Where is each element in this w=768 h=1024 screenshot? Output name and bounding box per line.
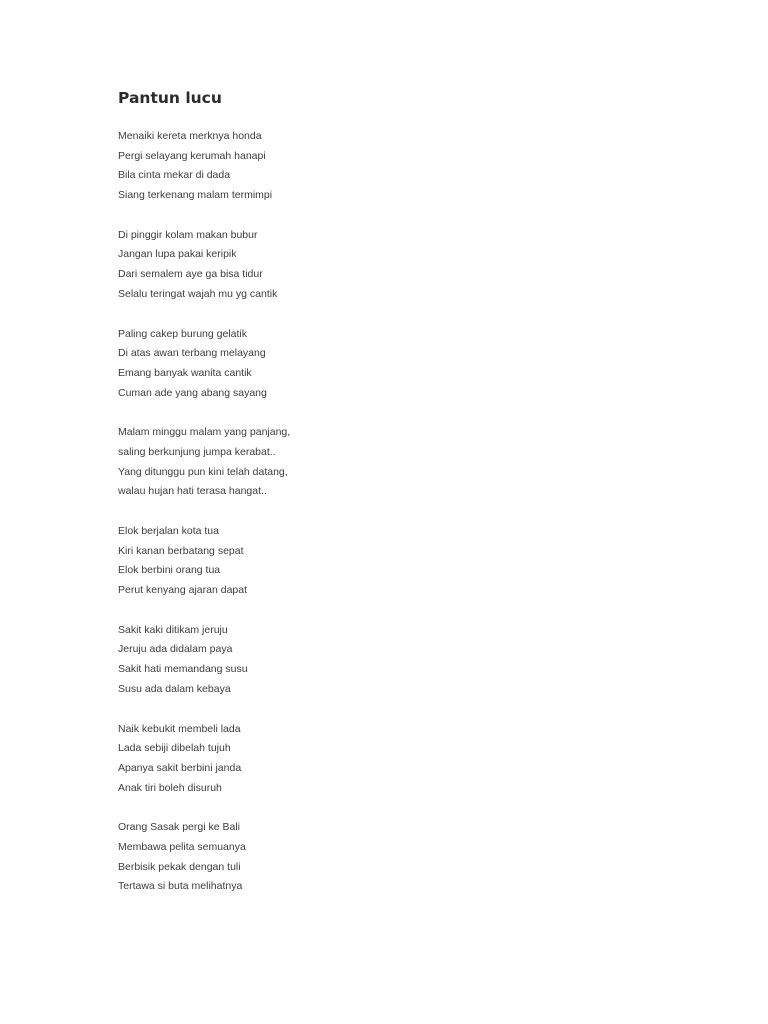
poem-line: Paling cakep burung gelatik — [118, 327, 248, 340]
poem-line: Di pinggir kolam makan bubur — [118, 228, 258, 241]
poem-line: Naik kebukit membeli lada — [118, 722, 241, 735]
stanza — [118, 423, 290, 502]
poem-line: Sakit hati memandang susu — [118, 663, 248, 676]
poem-line: Jangan lupa pakai keripik — [118, 248, 237, 261]
poem-line: Yang ditunggu pun kini telah datang, — [118, 465, 288, 478]
poem-line: walau hujan hati terasa hangat.. — [118, 485, 267, 498]
poem-line: Dari semalem aye ga bisa tidur — [118, 268, 263, 281]
stanza — [118, 720, 290, 799]
stanza — [118, 127, 290, 206]
poem-line: Elok berbini orang tua — [118, 564, 221, 577]
stanza — [118, 325, 290, 404]
poem-line: Susu ada dalam kebaya — [118, 682, 231, 695]
poem-line: Sakit kaki ditikam jeruju — [118, 623, 228, 636]
poem-line: Orang Sasak pergi ke Bali — [118, 821, 240, 834]
poem-line: Tertawa si buta melihatnya — [118, 880, 243, 893]
poem-line: Kiri kanan berbatang sepat — [118, 544, 244, 557]
poem-line: Lada sebiji dibelah tujuh — [118, 742, 231, 755]
poem-line: saling berkunjung jumpa kerabat.. — [118, 445, 276, 458]
poem-line: Emang banyak wanita cantik — [118, 366, 252, 379]
stanza — [118, 522, 290, 601]
poem-line: Anak tiri boleh disuruh — [118, 781, 222, 794]
poem-line: Elok berjalan kota tua — [118, 525, 219, 537]
stanza — [118, 621, 290, 700]
document-title: Pantun lucu — [118, 89, 222, 107]
poem-line: Membawa pelita semuanya — [118, 840, 246, 853]
stanza — [118, 226, 290, 305]
poem-line: Selalu teringat wajah mu yg cantik — [118, 287, 278, 300]
poem-line: Jeruju ada didalam paya — [118, 643, 233, 656]
poem-line: Bila cinta mekar di dada — [118, 169, 231, 182]
stanza — [118, 818, 290, 897]
poem-line: Berbisik pekak dengan tuli — [118, 860, 241, 873]
poem-line: Siang terkenang malam termimpi — [118, 189, 273, 202]
poem-line: Apanya sakit berbini janda — [118, 761, 242, 774]
poem-line: Pergi selayang kerumah hanapi — [118, 149, 266, 162]
poem-body — [118, 127, 290, 917]
poem-line: Di atas awan terbang melayang — [118, 347, 266, 360]
poem-line: Cuman ade yang abang sayang — [118, 386, 267, 399]
poem-line: Malam minggu malam yang panjang, — [118, 426, 291, 439]
poem-line: Perut kenyang ajaran dapat — [118, 584, 248, 597]
poem-line: Menaiki kereta merknya honda — [118, 130, 262, 142]
